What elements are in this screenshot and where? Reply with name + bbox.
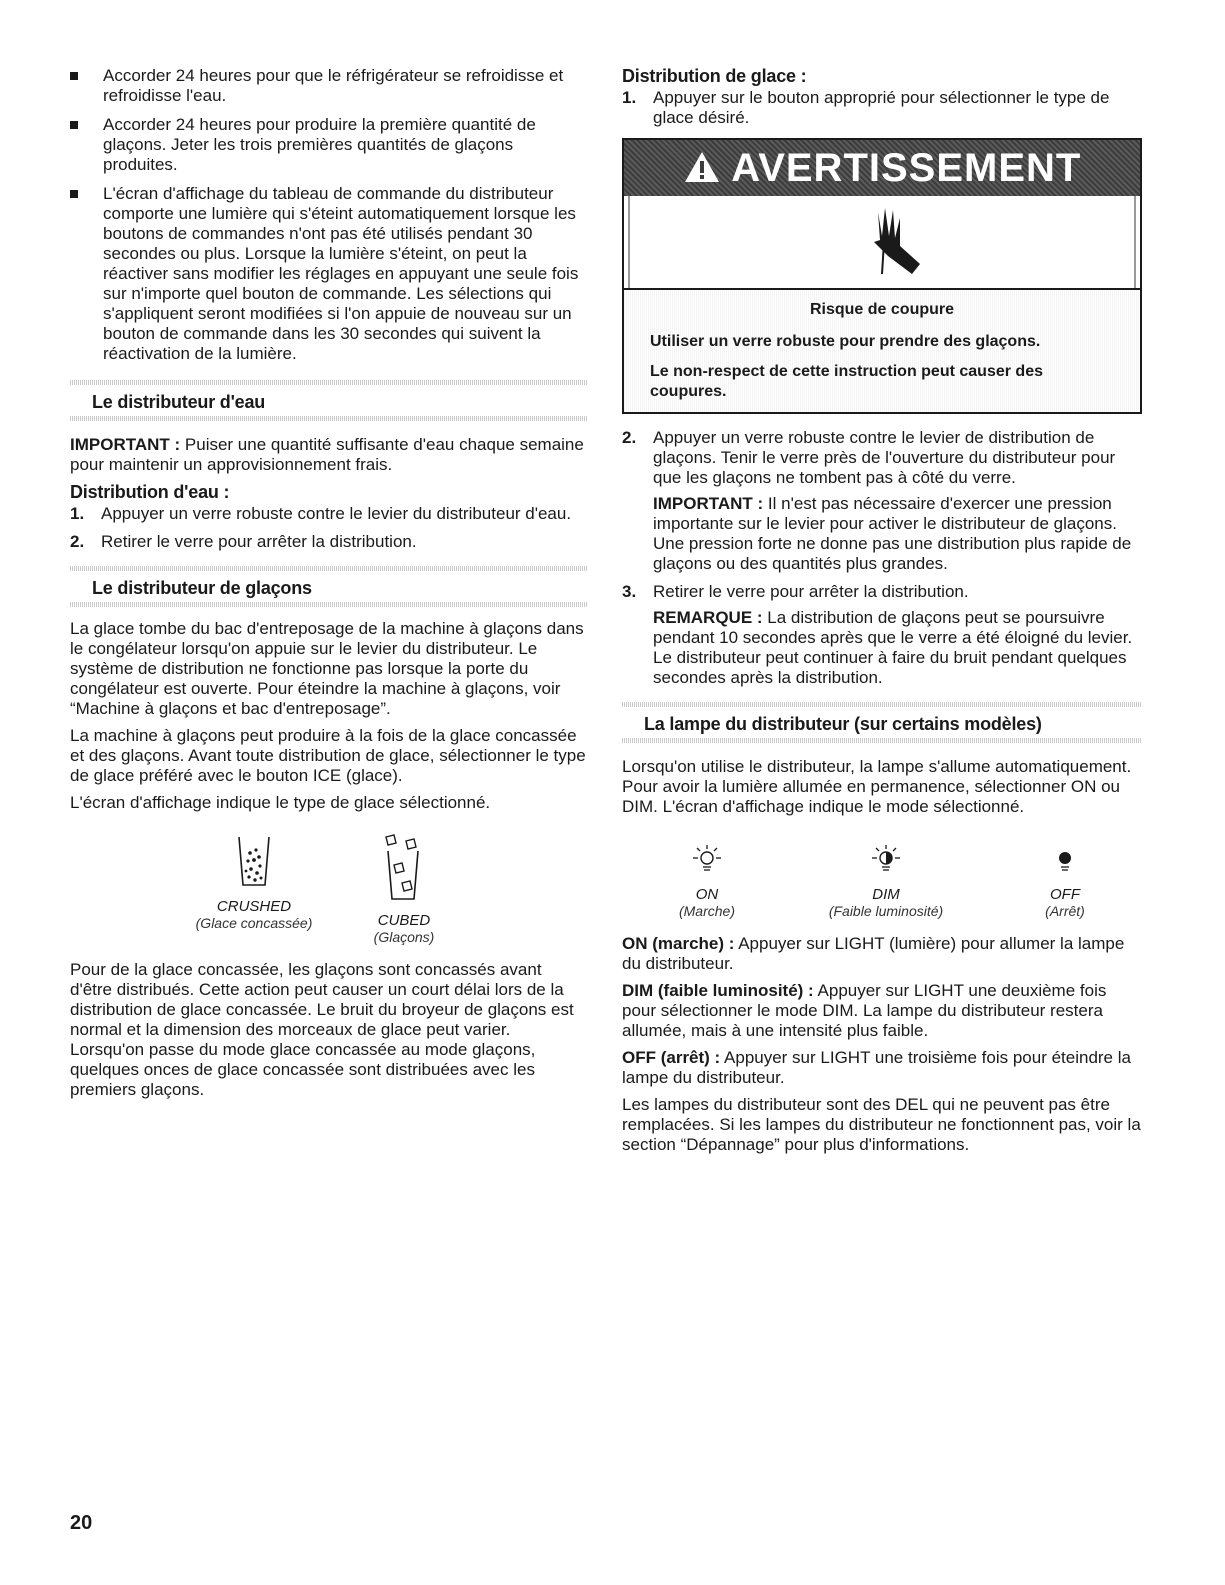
bullet-square-icon bbox=[70, 190, 78, 198]
right-column bbox=[622, 66, 1142, 1162]
bullet-square-icon bbox=[70, 121, 78, 129]
paragraph: Lorsqu'on utilise le distributeur, la lampe s'allume automatiquement. Pour avoir la lumière allumée en permanence, sélectionner ON ou DIM. L'écran d'affichage indique le mode sélectionné. bbox=[622, 757, 1132, 816]
divider bbox=[622, 738, 1142, 743]
ice-dispenser-heading: Le distributeur de glaçons bbox=[70, 566, 588, 607]
lamp-off-paragraph: OFF (arrêt) : Appuyer sur LIGHT une troisième fois pour éteindre la lampe du distributeur. bbox=[622, 1048, 1131, 1087]
warning-box bbox=[622, 138, 1142, 414]
page-number: 20 bbox=[70, 1512, 93, 1534]
warning-body: Risque de coupure Utiliser un verre robuste pour prendre des glaçons. Le non-respect de cette instruction peut causer des coupures. bbox=[624, 288, 1140, 412]
lamp-heading: La lampe du distributeur (sur certains modèles) bbox=[622, 702, 1142, 743]
step-note: IMPORTANT : Il n'est pas nécessaire d'exercer une pression importante sur le levier pour activer le distributeur de glaçons. Une pression forte ne donne pas une distribution plus rapide de glaçons ou des quantités plus grandes. bbox=[653, 494, 1132, 573]
bullet-square-icon bbox=[70, 72, 78, 80]
warning-triangle-icon bbox=[683, 150, 721, 184]
paragraph: La glace tombe du bac d'entreposage de la machine à glaçons dans le congélateur lorsqu'on appuie sur le levier du distributeur. Le système de distribution ne fonctionne pas lorsque la porte du congélateur est ouverte. Pour éteindre la machine à glaçons, voir “Machine à glaçons et bac d'entreposage”. bbox=[70, 619, 584, 718]
list-item: 3. Retirer le verre pour arrêter la distribution. REMARQUE : La distribution de glaçons peut se poursuivre pendant 10 secondes après que le verre a été éloigné du levier. Le distributeur peut continuer à faire du bruit pendant quelques secondes après la distribution. bbox=[622, 582, 1142, 688]
divider bbox=[70, 416, 588, 421]
cut-hand-icon bbox=[850, 202, 930, 282]
lamp-mode-icons bbox=[622, 843, 1142, 920]
lamp-on-icon bbox=[690, 843, 724, 877]
lamp-off-icon bbox=[1048, 843, 1082, 877]
list-item: 1. Appuyer sur le bouton approprié pour sélectionner le type de glace désiré. bbox=[622, 88, 1110, 127]
paragraph: L'écran d'affichage indique le type de glace sélectionné. bbox=[70, 793, 491, 812]
ice-type-cubed: CUBED (Glaçons) bbox=[329, 833, 479, 946]
lamp-mode-on: ON (Marche) bbox=[632, 843, 782, 920]
water-steps bbox=[70, 504, 588, 552]
ice-dispensing-subheading: Distribution de glace : bbox=[622, 66, 807, 86]
list-item: Accorder 24 heures pour que le réfrigérateur se refroidisse et refroidisse l'eau. bbox=[70, 66, 588, 106]
water-important-note: IMPORTANT : Puiser une quantité suffisante d'eau chaque semaine pour maintenir un approvisionnement frais. bbox=[70, 435, 584, 474]
list-item: L'écran d'affichage du tableau de commande du distributeur comporte une lumière qui s'éteint automatiquement lorsque les boutons de commandes n'ont pas été utilisés pendant 30 secondes ou plus. Lorsque la lumière s'éteint, on peut la réactiver sans modifier les réglages en appuyant une seule fois sur n'importe quel bouton de commande. Les sélections qui s'appliquent seront modifiées si l'on appuie de nouveau sur un bouton de commande dans les 30 secondes qui suivent la réactivation de la lumière. bbox=[70, 184, 588, 364]
lamp-mode-off: OFF (Arrêt) bbox=[990, 843, 1140, 920]
step-note: REMARQUE : La distribution de glaçons peut se poursuivre pendant 10 secondes après que le verre a été éloigné du levier. Le distributeur peut continuer à faire du bruit pendant quelques secondes après la distribution. bbox=[653, 608, 1133, 687]
warning-pictogram bbox=[628, 196, 1136, 288]
list-item: 1. Appuyer un verre robuste contre le levier du distributeur d'eau. bbox=[70, 504, 572, 523]
water-dispenser-heading: Le distributeur d'eau bbox=[70, 380, 588, 421]
paragraph: Les lampes du distributeur sont des DEL qui ne peuvent pas être remplacées. Si les lampes du distributeur ne fonctionnent pas, voir la section “Dépannage” pour plus d'informations. bbox=[622, 1095, 1141, 1154]
lamp-dim-icon bbox=[869, 843, 903, 877]
list-item: Accorder 24 heures pour produire la première quantité de glaçons. Jeter les trois premières quantités de glaçons produites. bbox=[70, 115, 588, 175]
lamp-on-paragraph: ON (marche) : Appuyer sur LIGHT (lumière) pour allumer la lampe du distributeur. bbox=[622, 934, 1125, 973]
ice-type-crushed: CRUSHED (Glace concassée) bbox=[179, 833, 329, 946]
warning-header bbox=[624, 140, 1140, 196]
paragraph: La machine à glaçons peut produire à la fois de la glace concassée et des glaçons. Avant toute distribution de glace, sélectionner le type de glace préféré avec le bouton ICE (glace). bbox=[70, 726, 586, 785]
list-item: 2. Appuyer un verre robuste contre le levier de distribution de glaçons. Tenir le verre près de l'ouverture du distributeur pour que les glaçons ne tombent pas à côté du verre. IMPORTANT : Il n'est pas nécessaire d'exercer une pression importante sur le levier pour activer le distributeur de glaçons. Une pression forte ne donne pas une distribution plus rapide de glaçons ou des quantités plus grandes. bbox=[622, 428, 1142, 574]
warning-title: AVERTISSEMENT bbox=[731, 146, 1082, 190]
paragraph: Pour de la glace concassée, les glaçons sont concassés avant d'être distribués. Cette action peut causer un court délai lors de la distribution de glace concassée. Le bruit du broyeur de glaçons est normal et la dimension des morceaux de glace peut varier. Lorsqu'on passe du mode glace concassée au mode glaçons, quelques onces de glace concassée sont distribuées avec les premiers glaçons. bbox=[70, 960, 574, 1099]
list-item: 2. Retirer le verre pour arrêter la distribution. bbox=[70, 532, 417, 551]
cubed-ice-cup-icon bbox=[382, 833, 426, 903]
ice-steps-2 bbox=[622, 428, 1142, 688]
left-column bbox=[70, 66, 588, 1107]
ice-steps-1 bbox=[622, 88, 1142, 128]
bullet-list bbox=[70, 66, 588, 364]
lamp-dim-paragraph: DIM (faible luminosité) : Appuyer sur LIGHT une deuxième fois pour sélectionner le mode DIM. La lampe du distributeur restera allumée, mais à une intensité plus faible. bbox=[622, 981, 1107, 1040]
ice-type-icons bbox=[70, 833, 588, 946]
crushed-ice-cup-icon bbox=[234, 833, 274, 889]
water-dispensing-subheading: Distribution d'eau : bbox=[70, 482, 230, 502]
lamp-mode-dim: DIM (Faible luminosité) bbox=[811, 843, 961, 920]
divider bbox=[70, 602, 588, 607]
